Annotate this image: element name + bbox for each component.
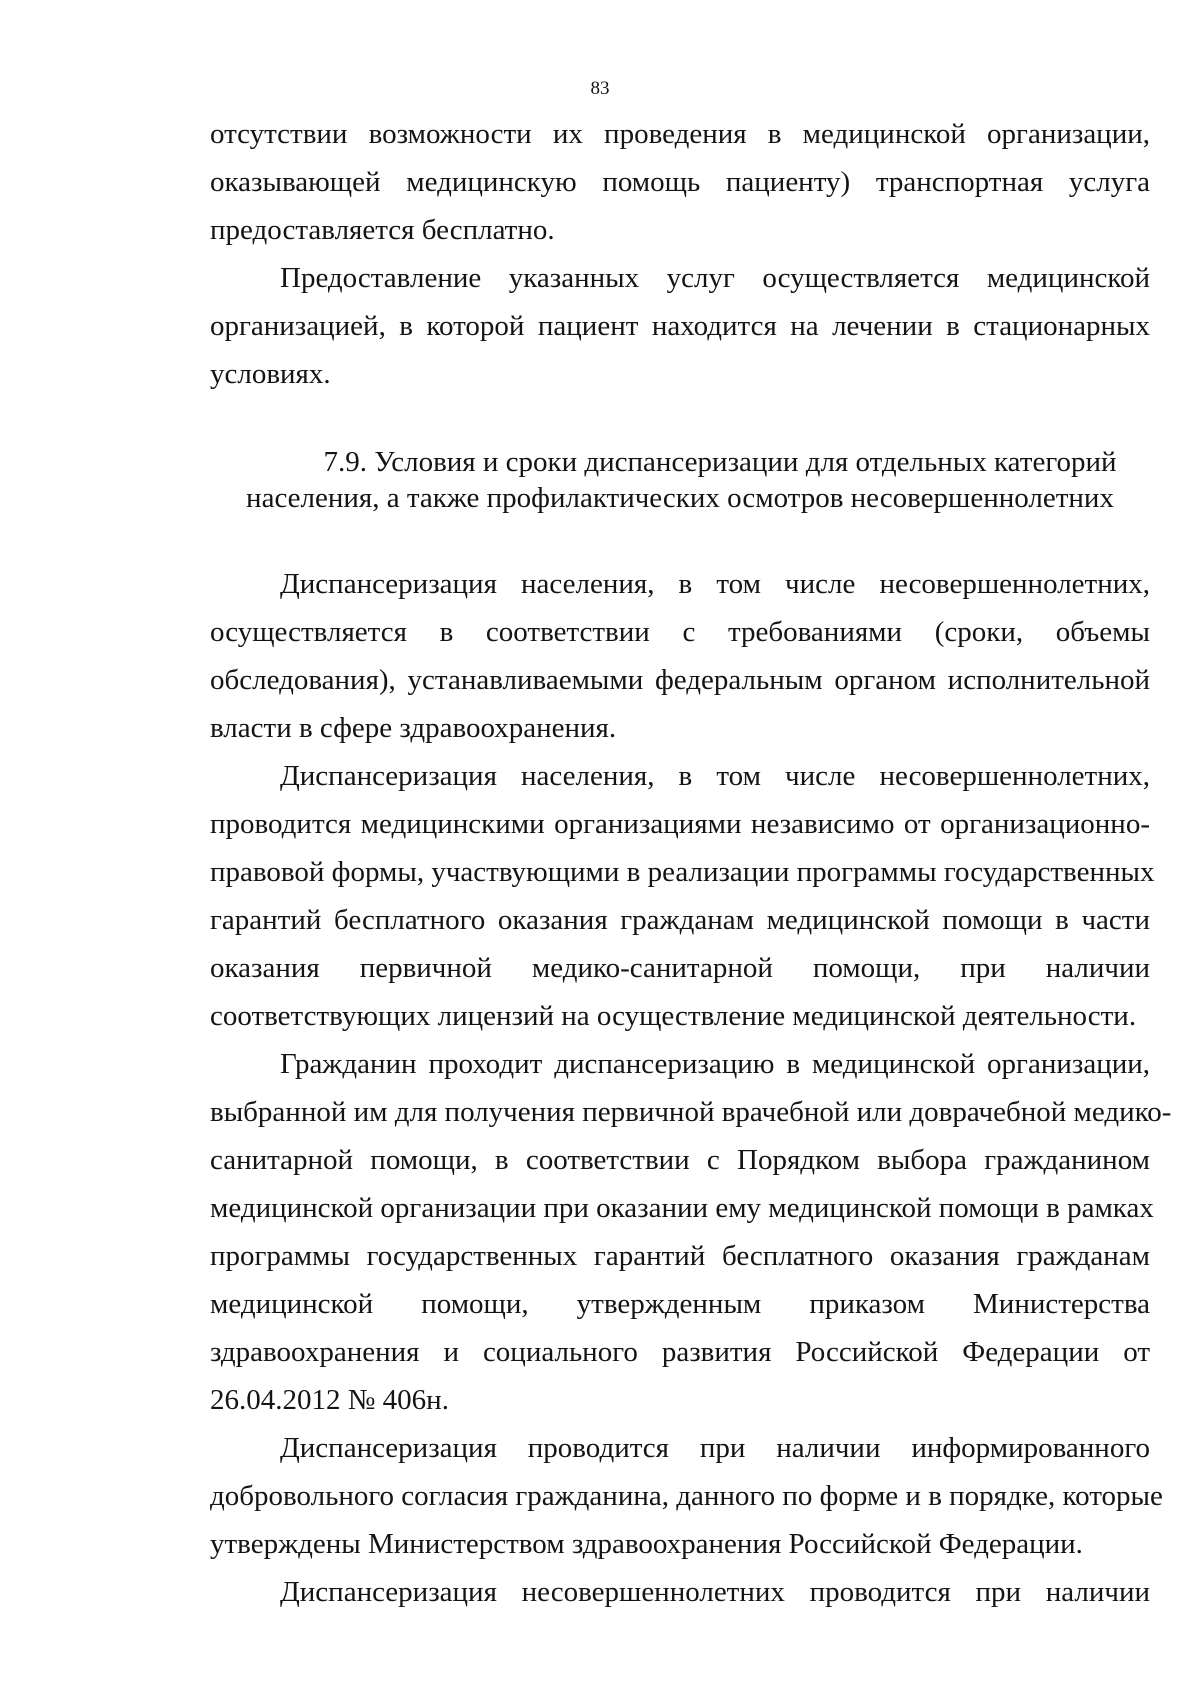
text-line: Диспансеризация населения, в том числе несовершеннолетних, [280,760,1150,792]
text-line: здравоохранения и социального развития Российской Федерации от [210,1336,1150,1368]
text-line: власти в сфере здравоохранения. [210,712,617,744]
text-line: 26.04.2012 № 406н. [210,1384,449,1416]
section-heading-line: 7.9. Условия и сроки диспансеризации для отдельных категорий [323,446,1117,478]
text-line: оказания первичной медико-санитарной помощи, при наличии [210,952,1150,984]
text-line: проводится медицинскими организациями независимо от организационно- [210,808,1150,840]
section-heading-line: населения, а также профилактических осмотров несовершеннолетних [246,482,1114,514]
text-line: соответствующих лицензий на осуществление медицинской деятельности. [210,1000,1137,1032]
text-line: Диспансеризация проводится при наличии информированного [280,1432,1150,1464]
text-line: условиях. [210,358,331,390]
text-line: гарантий бесплатного оказания гражданам медицинской помощи в части [210,904,1150,936]
paragraph-block-top [210,110,1150,398]
text-line: Гражданин проходит диспансеризацию в медицинской организации, [280,1048,1150,1080]
text-line: правовой формы, участвующими в реализации программы государственных [210,856,1155,888]
text-line: добровольного согласия гражданина, данного по форме и в порядке, которые [210,1480,1163,1512]
text-line: Диспансеризация населения, в том числе несовершеннолетних, [280,568,1150,600]
text-line: оказывающей медицинскую помощь пациенту) транспортная услуга [210,166,1150,198]
text-line: отсутствии возможности их проведения в медицинской организации, [210,118,1150,150]
text-line: выбранной им для получения первичной врачебной или доврачебной медико- [210,1096,1172,1128]
text-line: Диспансеризация несовершеннолетних проводится при наличии [280,1576,1150,1608]
text-line: предоставляется бесплатно. [210,214,555,246]
text-line: санитарной помощи, в соответствии с Порядком выбора гражданином [210,1144,1150,1176]
text-line: программы государственных гарантий бесплатного оказания гражданам [210,1240,1150,1272]
paragraph-block-main [210,560,1172,1616]
text-line: осуществляется в соответствии с требованиями (сроки, объемы [210,616,1150,648]
text-line: утверждены Министерством здравоохранения Российской Федерации. [210,1528,1083,1560]
page-number: 83 [590,78,610,99]
text-line: медицинской организации при оказании ему медицинской помощи в рамках [210,1192,1154,1224]
text-line: обследования), устанавливаемыми федеральным органом исполнительной [210,664,1150,696]
text-line: Предоставление указанных услуг осуществляется медицинской [280,262,1150,294]
text-line: организацией, в которой пациент находится на лечении в стационарных [210,310,1150,342]
text-line: медицинской помощи, утвержденным приказом Министерства [210,1288,1150,1320]
section-heading [210,444,1150,516]
